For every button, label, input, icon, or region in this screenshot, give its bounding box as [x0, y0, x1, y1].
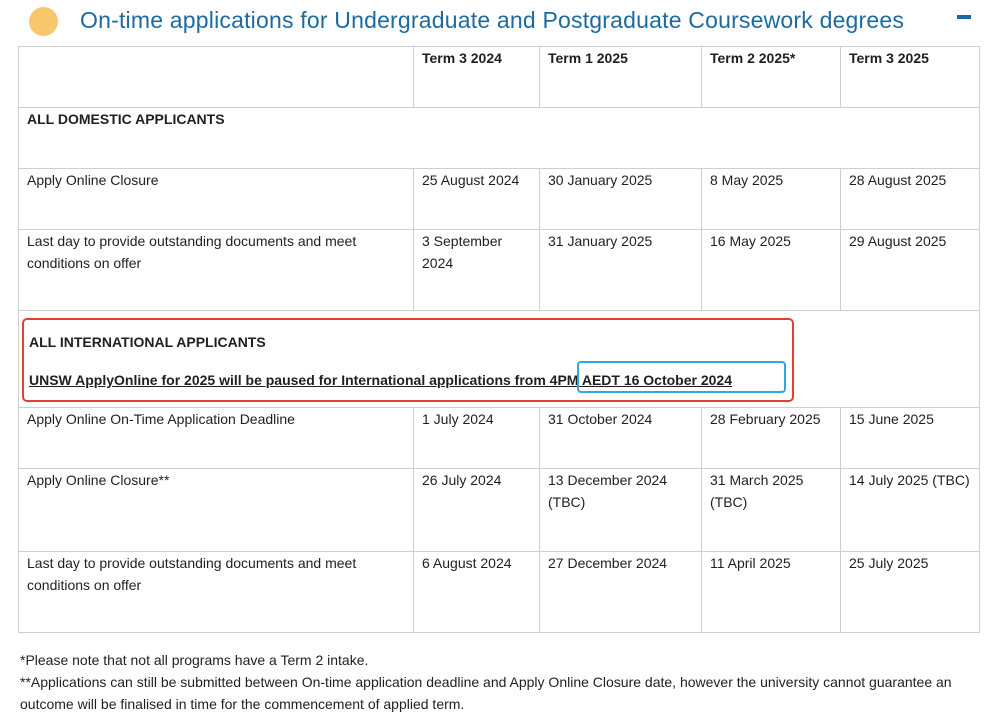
row-label: Apply Online On-Time Application Deadline — [19, 408, 414, 469]
section-title: On-time applications for Undergraduate and Postgraduate Coursework degrees — [80, 7, 905, 33]
table-cell: 25 August 2024 — [414, 169, 540, 230]
dates-table — [18, 46, 980, 633]
table-cell: 6 August 2024 — [414, 552, 540, 633]
domestic-heading-row — [19, 108, 980, 169]
column-header: Term 2 2025* — [702, 47, 841, 108]
table-cell: 8 May 2025 — [702, 169, 841, 230]
table-row — [19, 230, 980, 311]
footnote-closure: **Applications can still be submitted between On-time application deadline and Apply Online Closure date, however the university cannot guarantee an outcome will be finalised in time for the commencement of applied term. — [20, 674, 952, 712]
table-cell: 15 June 2025 — [841, 408, 980, 469]
table-cell: 31 October 2024 — [540, 408, 702, 469]
table-row — [19, 408, 980, 469]
domestic-heading: ALL DOMESTIC APPLICANTS — [19, 108, 980, 169]
table-cell: 31 March 2025 (TBC) — [702, 469, 841, 552]
table-cell: 29 August 2025 — [841, 230, 980, 311]
row-label: Apply Online Closure — [19, 169, 414, 230]
international-heading: ALL INTERNATIONAL APPLICANTS — [29, 334, 266, 350]
row-label: Last day to provide outstanding documents and meet conditions on offer — [19, 230, 414, 311]
table-cell: 3 September 2024 — [414, 230, 540, 311]
international-heading-row — [19, 311, 980, 408]
table-cell: 26 July 2024 — [414, 469, 540, 552]
column-header: Term 3 2025 — [841, 47, 980, 108]
column-header: Term 1 2025 — [540, 47, 702, 108]
table-cell: 27 December 2024 — [540, 552, 702, 633]
column-header — [19, 47, 414, 108]
column-header: Term 3 2024 — [414, 47, 540, 108]
international-pause-notice-link[interactable] — [29, 369, 732, 391]
footnotes — [20, 649, 970, 715]
table-cell: 30 January 2025 — [540, 169, 702, 230]
notice-text: UNSW ApplyOnline for 2025 will be paused for International applications from — [29, 372, 550, 388]
collapse-icon[interactable] — [957, 15, 971, 19]
table-row — [19, 552, 980, 633]
table-cell: 1 July 2024 — [414, 408, 540, 469]
table-cell: 11 April 2025 — [702, 552, 841, 633]
table-cell: 28 August 2025 — [841, 169, 980, 230]
row-label: Apply Online Closure** — [19, 469, 414, 552]
footnote-term2: *Please note that not all programs have a Term 2 intake. — [20, 652, 369, 668]
table-cell: 13 December 2024 (TBC) — [540, 469, 702, 552]
table-row — [19, 469, 980, 552]
row-label: Last day to provide outstanding documents and meet conditions on offer — [19, 552, 414, 633]
table-row — [19, 169, 980, 230]
table-cell: 28 February 2025 — [702, 408, 841, 469]
table-cell: 31 January 2025 — [540, 230, 702, 311]
section-header[interactable] — [0, 0, 984, 44]
table-cell: 25 July 2025 — [841, 552, 980, 633]
international-heading-cell — [19, 311, 980, 408]
status-dot-icon — [29, 7, 58, 36]
table-header-row — [19, 47, 980, 108]
table-cell: 16 May 2025 — [702, 230, 841, 311]
table-cell: 14 July 2025 (TBC) — [841, 469, 980, 552]
notice-date: 4PM AEDT 16 October 2024 — [549, 372, 732, 388]
